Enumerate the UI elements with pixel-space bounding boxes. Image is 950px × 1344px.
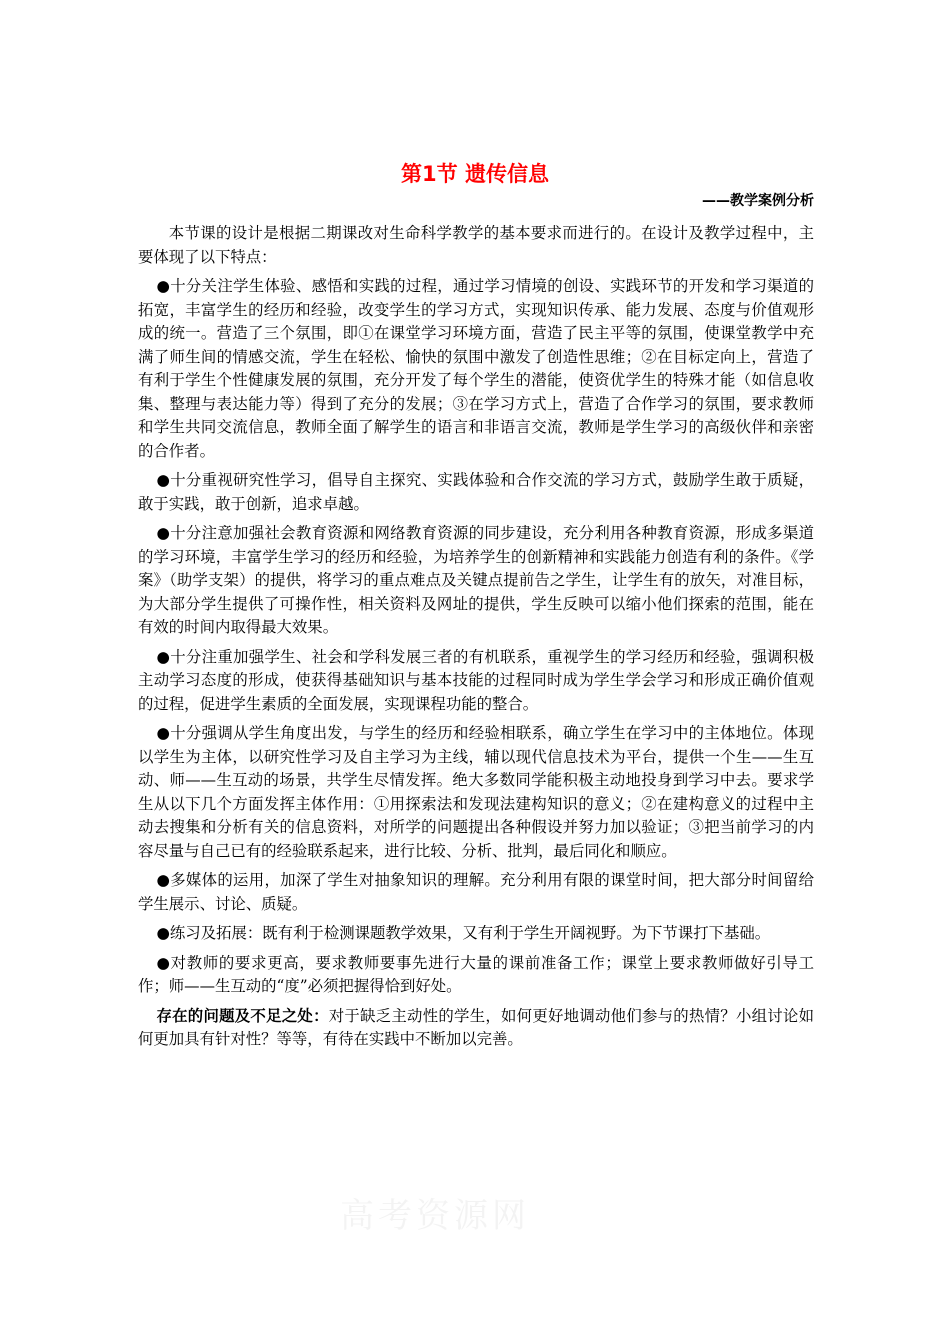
bullet-icon: ● <box>156 924 170 942</box>
conclusion-label: 存在的问题及不足之处： <box>156 1006 329 1025</box>
bullet-text: 十分强调从学生角度出发，与学生的经历和经验相联系，确立学生在学习中的主体地位。体现以学生为主体，以研究性学习及自主学习为主线，辅以现代信息技术为平台，提供一个生——生互动、师——生互动的场景，共学生尽情发挥。绝大多数同学能积极主动地投身到学习中去。要求学生从以下几个方面发挥主体作用：①用探索法和发现法建构知识的意义；②在建构意义的过程中主动去搜集和分析有关的信息资料，对所学的问题提出各种假设并努力加以验证；③把当前学习的内容尽量与自己已有的经验联系起来，进行比较、分析、批判，最后同化和顺应。 <box>138 724 814 860</box>
bullet-text: 对教师的要求更高，要求教师要事先进行大量的课前准备工作；课堂上要求教师做好引导工作；师——生互动的“度”必须把握得恰到好处。 <box>138 953 814 995</box>
page-subtitle: ——教学案例分析 <box>702 193 814 209</box>
bullet-icon: ● <box>156 953 171 972</box>
bullet-icon: ● <box>156 724 171 742</box>
bullet-paragraph <box>138 922 814 946</box>
bullet-text: 十分注意加强社会教育资源和网络教育资源的同步建设，充分利用各种教育资源，形成多渠道的学习环境，丰富学生学习的经历和经验，为培养学生的创新精神和实践能力创造有利的条件。《学案》（助学支架）的提供，将学习的重点难点及关键点提前告之学生，让学生有的放矢，对准目标，为大部分学生提供了可操作性，相关资料及网址的提供，学生反映可以缩小他们探索的范围，能在有效的时间内取得最大效果。 <box>138 524 814 636</box>
bullet-icon: ● <box>156 647 171 666</box>
document-body <box>138 222 814 1058</box>
page-title: 第1节 遗传信息 <box>401 162 549 186</box>
bullet-text: 十分重视研究性学习，倡导自主探究、实践体验和合作交流的学习方式，鼓励学生敢于质疑，敢于实践，敢于创新，追求卓越。 <box>138 471 814 513</box>
bullet-icon: ● <box>156 524 171 542</box>
bullet-paragraph <box>138 469 814 516</box>
intro-paragraph: 本节课的设计是根据二期课改对生命科学教学的基本要求而进行的。在设计及教学过程中，主要体现了以下特点： <box>138 224 814 266</box>
bullet-icon: ● <box>156 471 171 489</box>
bullet-icon: ● <box>156 277 171 295</box>
bullet-text: 练习及拓展：既有利于检测课题教学效果，又有利于学生开阔视野。为下节课打下基础。 <box>169 924 771 942</box>
conclusion-paragraph <box>138 1005 814 1052</box>
bullet-paragraph <box>138 646 814 717</box>
bullet-text: 十分关注学生体验、感悟和实践的过程，通过学习情境的创设、实践环节的开发和学习渠道的拓宽，丰富学生的经历和经验，改变学生的学习方式，实现知识传承、能力发展、态度与价值观形成的统一。营造了三个氛围，即①在课堂学习环境方面，营造了民主平等的氛围，使课堂教学中充满了师生间的情感交流，学生在轻松、愉快的氛围中激发了创造性思维；②在目标定向上，营造了有利于学生个性健康发展的氛围，充分开发了每个学生的潜能，使资优学生的特殊才能（如信息收集、整理与表达能力等）得到了充分的发展；③在学习方式上，营造了合作学习的氛围，要求教师和学生共同交流信息，教师全面了解学生的语言和非语言交流，教师是学生学习的高级伙伴和亲密的合作者。 <box>138 277 814 460</box>
bullet-paragraph <box>138 952 814 999</box>
bullet-text: 多媒体的运用，加深了学生对抽象知识的理解。充分利用有限的课堂时间，把大部分时间留给学生展示、讨论、质疑。 <box>138 871 814 913</box>
watermark: 高考资源网 <box>340 1196 530 1236</box>
bullet-paragraph <box>138 869 814 916</box>
bullet-icon: ● <box>156 871 171 889</box>
bullet-paragraph <box>138 522 814 640</box>
conclusion-text: 对于缺乏主动性的学生，如何更好地调动他们参与的热情？小组讨论如何更加具有针对性？等等，有待在实践中不断加以完善。 <box>138 1006 814 1048</box>
bullet-paragraph <box>138 275 814 463</box>
bullet-paragraph <box>138 722 814 863</box>
bullet-text: 十分注重加强学生、社会和学科发展三者的有机联系，重视学生的学习经历和经验，强调积极主动学习态度的形成，使获得基础知识与基本技能的过程同时成为学生学会学习和形成正确价值观的过程，促进学生素质的全面发展，实现课程功能的整合。 <box>138 647 814 713</box>
